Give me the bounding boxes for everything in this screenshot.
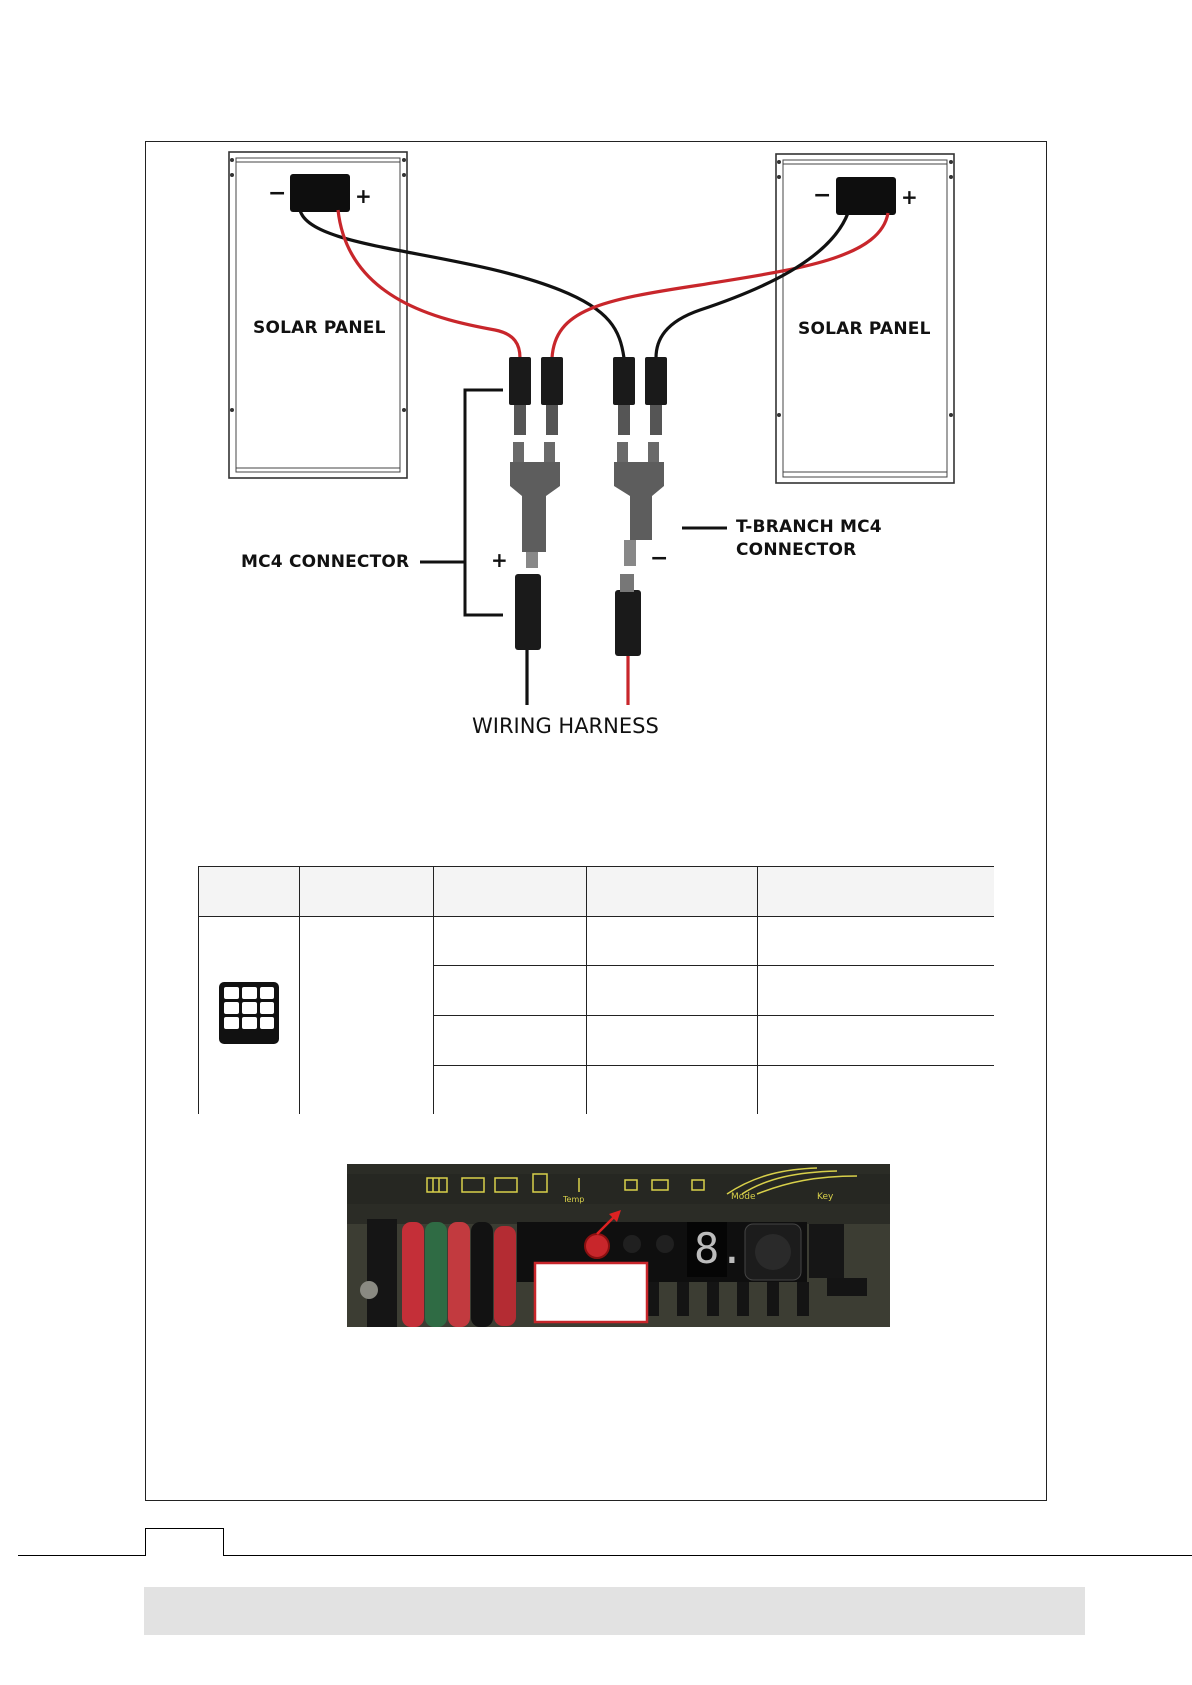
footer-bar bbox=[144, 1587, 1085, 1635]
left-junction-box bbox=[290, 174, 350, 212]
tbranch-label-line2: CONNECTOR bbox=[736, 540, 857, 560]
specification-table bbox=[198, 866, 994, 1114]
red-cable bbox=[402, 1222, 424, 1327]
table-cell bbox=[434, 966, 587, 1016]
solar-panel-icon bbox=[217, 980, 281, 1046]
harness-plus-sign: + bbox=[491, 548, 508, 572]
right-minus-sign: − bbox=[813, 183, 832, 208]
lower-mc4-positive bbox=[515, 574, 541, 650]
black-cable bbox=[471, 1222, 493, 1327]
temp-icon-label: Temp bbox=[563, 1195, 585, 1204]
table-cell bbox=[758, 966, 995, 1016]
right-panel-label: SOLAR PANEL bbox=[798, 319, 931, 339]
page-tab bbox=[145, 1528, 224, 1556]
left-minus-sign: − bbox=[268, 181, 287, 206]
mode-key-label: Mode bbox=[731, 1192, 756, 1202]
header-cell bbox=[434, 867, 587, 917]
left-panel-label: SOLAR PANEL bbox=[253, 318, 386, 338]
table-header-row bbox=[199, 867, 995, 917]
icon-cell bbox=[199, 917, 300, 1114]
right-plus-sign: + bbox=[901, 185, 918, 209]
header-cell bbox=[199, 867, 300, 917]
red-cable bbox=[494, 1226, 516, 1326]
red-cable bbox=[448, 1222, 470, 1327]
upper-mc4-connectors bbox=[509, 357, 667, 435]
wiring-diagram bbox=[0, 0, 1192, 780]
table-cell bbox=[587, 1066, 758, 1114]
mc4-connector-label: MC4 CONNECTOR bbox=[241, 552, 410, 572]
table-row bbox=[199, 917, 995, 966]
lower-mc4-negative bbox=[615, 590, 641, 656]
charge-controller-photo bbox=[347, 1164, 890, 1327]
indicator-led bbox=[585, 1234, 609, 1258]
header-cell bbox=[300, 867, 434, 917]
table-cell bbox=[587, 1016, 758, 1066]
footer-rule bbox=[224, 1555, 1192, 1556]
screw bbox=[360, 1281, 378, 1299]
left-plus-sign: + bbox=[355, 184, 372, 208]
green-cable bbox=[425, 1222, 447, 1327]
table-cell bbox=[434, 1066, 587, 1114]
mode-button bbox=[755, 1234, 791, 1270]
key-label: Key bbox=[817, 1192, 834, 1202]
table-cell bbox=[758, 1066, 995, 1114]
harness-minus-sign: − bbox=[650, 546, 669, 571]
footer-rule bbox=[18, 1555, 146, 1556]
seven-segment-display: 8. bbox=[694, 1224, 745, 1273]
header-cell bbox=[758, 867, 995, 917]
table-cell bbox=[434, 917, 587, 966]
table-cell bbox=[587, 966, 758, 1016]
t-branch-positive bbox=[510, 442, 560, 568]
right-junction-box bbox=[836, 177, 896, 215]
tbranch-label-line1: T-BRANCH MC4 bbox=[736, 517, 882, 537]
table-cell bbox=[300, 917, 434, 1114]
callout-box bbox=[535, 1263, 647, 1322]
table-cell bbox=[587, 917, 758, 966]
header-cell bbox=[587, 867, 758, 917]
table-cell bbox=[758, 1016, 995, 1066]
table-cell bbox=[434, 1016, 587, 1066]
table-cell bbox=[758, 917, 995, 966]
mc4-bracket bbox=[465, 390, 503, 615]
wiring-harness-label: WIRING HARNESS bbox=[472, 714, 659, 738]
